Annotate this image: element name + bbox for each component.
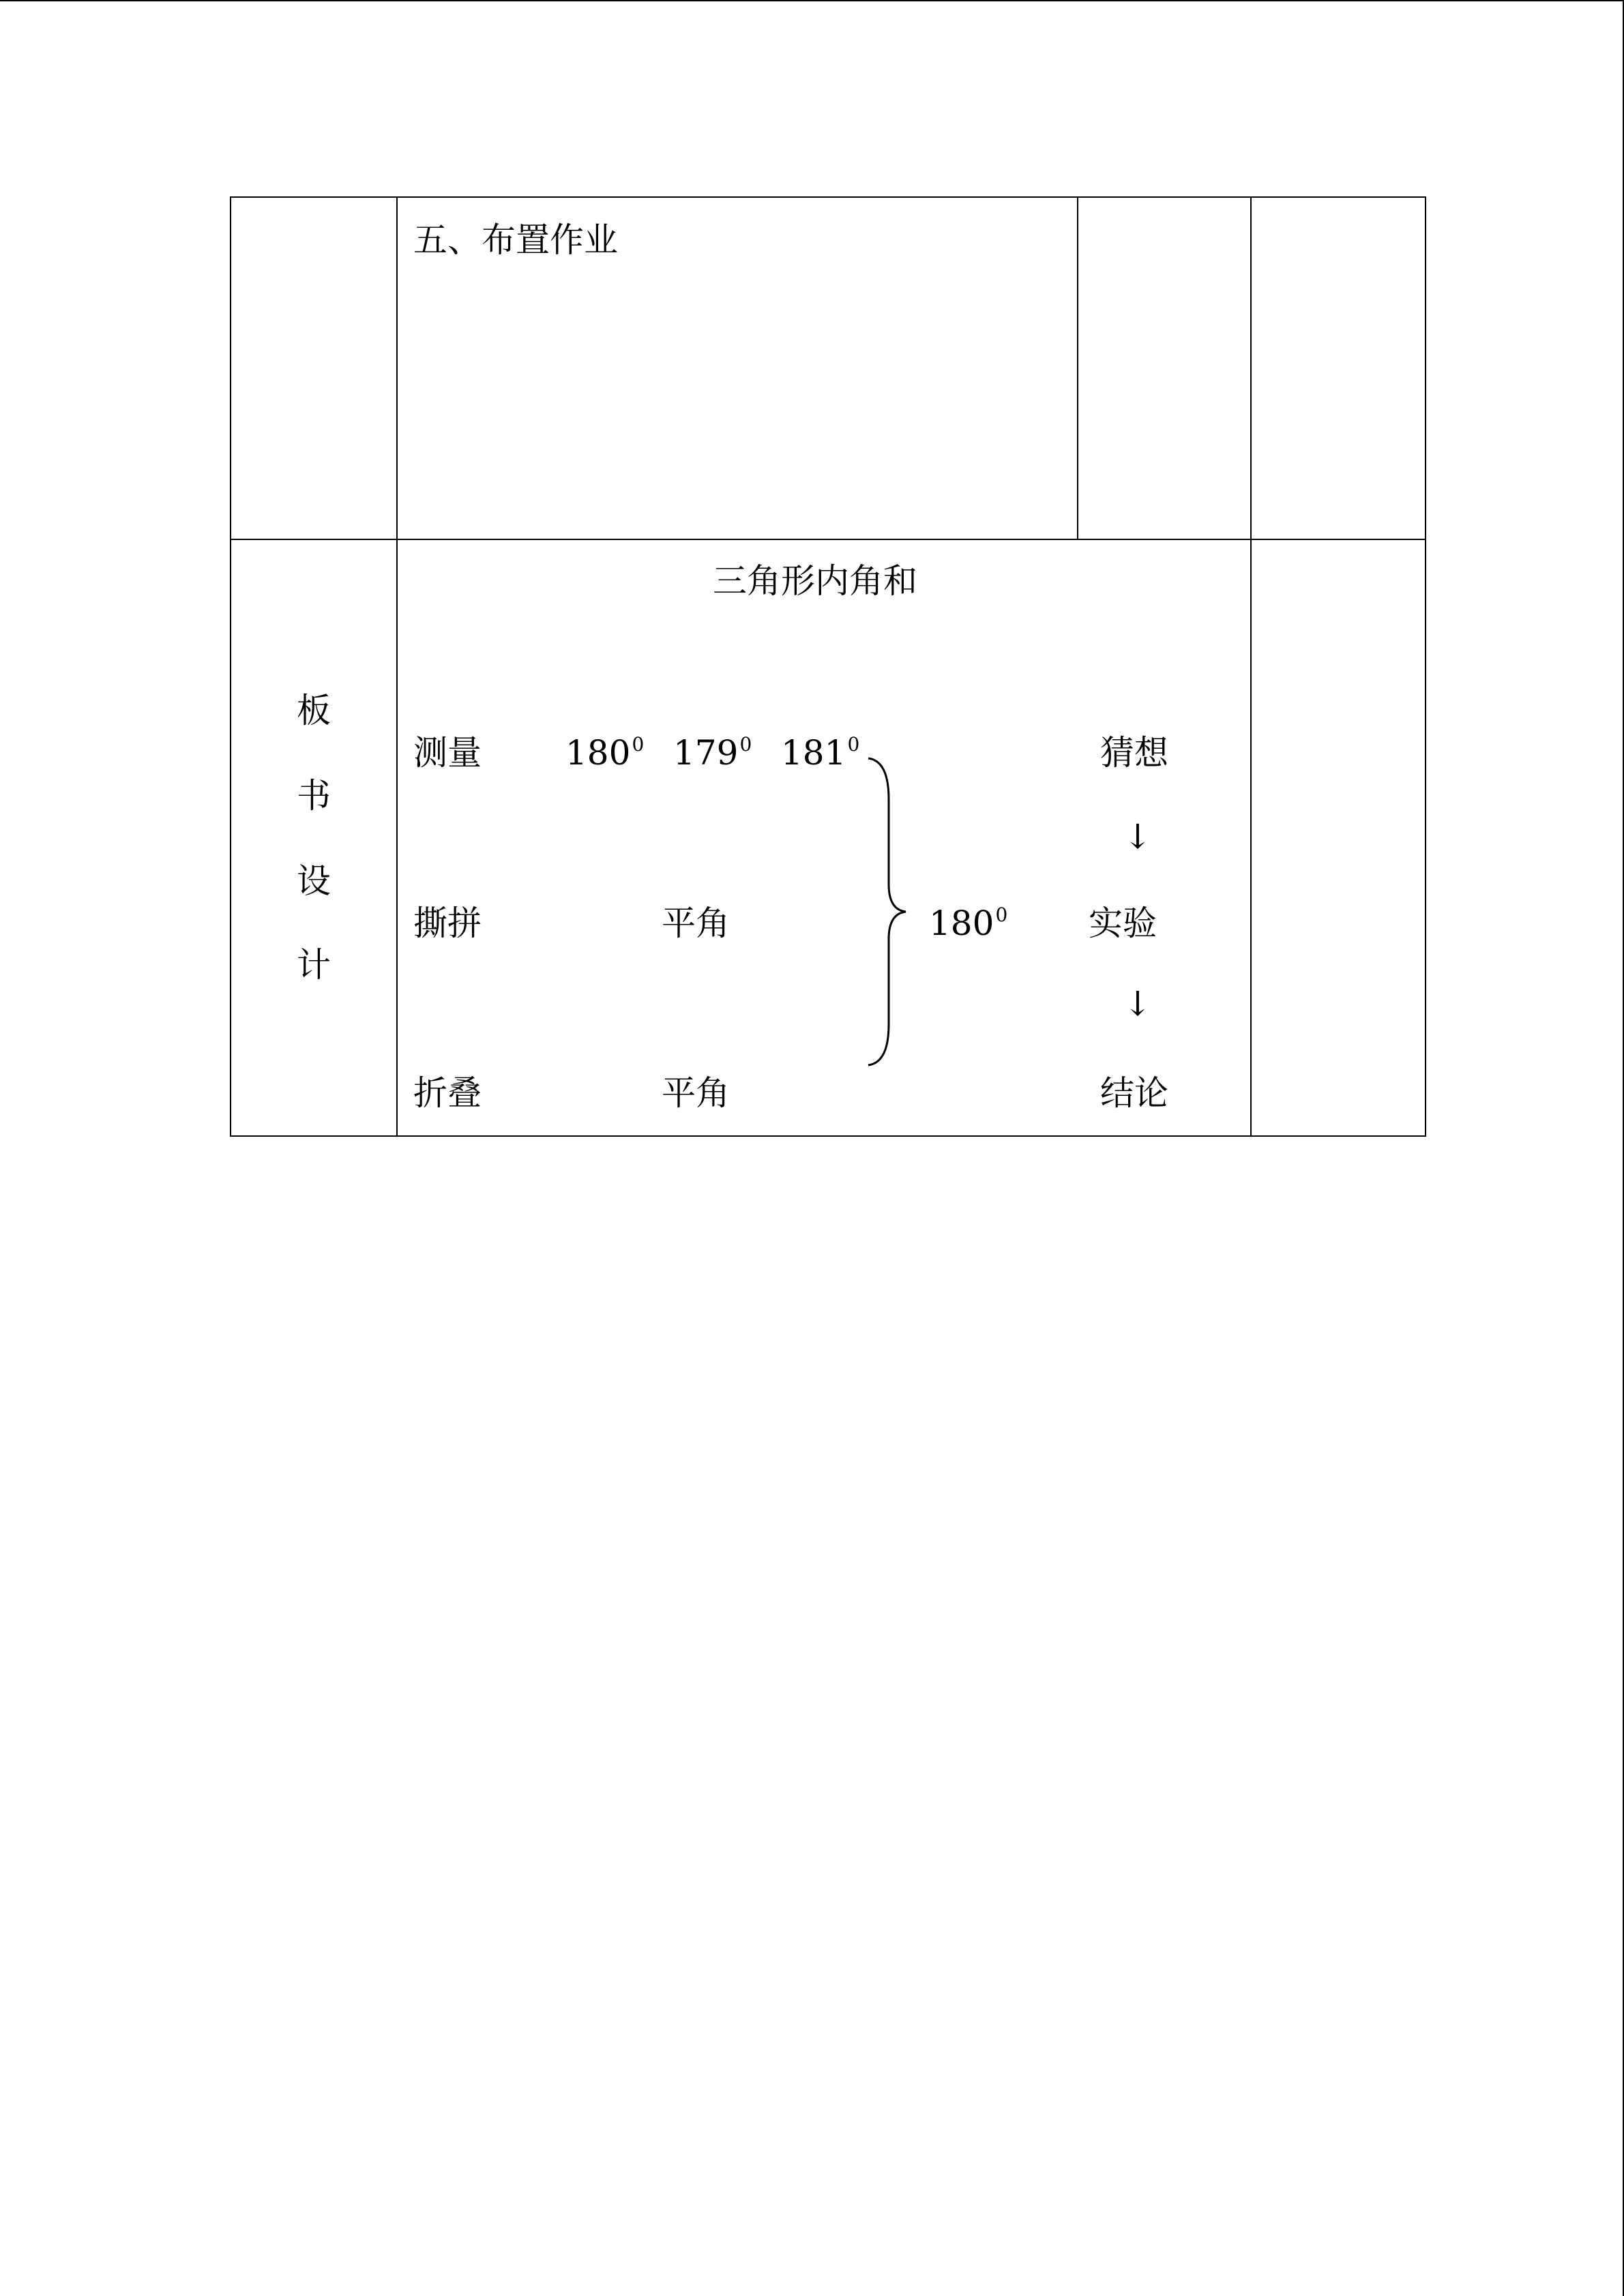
board-design-content-cell <box>396 539 1252 1137</box>
row1-label-cell <box>230 196 398 540</box>
method-fold: 折叠 <box>413 1073 482 1113</box>
board-label-char-2: 书 <box>297 776 331 816</box>
flow-conclusion: 结论 <box>1100 1073 1168 1113</box>
measurement-value-3: $181^0$ <box>781 733 860 773</box>
board-title: 三角形内角和 <box>713 561 917 601</box>
assignment-heading: 五、布置作业 <box>413 220 618 260</box>
conclusion-value: $180^0$ <box>929 904 1008 943</box>
flow-guess: 猜想 <box>1100 733 1168 773</box>
flow-experiment: 实验 <box>1089 904 1157 943</box>
method-measure: 测量 <box>413 733 482 773</box>
board-label-char-4: 计 <box>297 945 331 985</box>
board-label-char-1: 板 <box>297 691 331 730</box>
tear-piece-result: 平角 <box>662 904 730 943</box>
assignment-cell <box>396 196 1078 540</box>
measurement-value-2: $179^0$ <box>673 733 752 773</box>
curly-brace <box>868 758 909 1065</box>
board-label-char-3: 设 <box>297 861 331 901</box>
page-top-border <box>0 0 1624 1</box>
method-tear-piece: 撕拼 <box>413 904 482 943</box>
fold-result: 平角 <box>662 1073 730 1113</box>
flow-arrow-1: ↓ <box>1123 817 1152 856</box>
row1-time-cell <box>1077 196 1252 540</box>
board-design-label-cell <box>230 539 398 1137</box>
row1-note-cell <box>1250 196 1426 540</box>
row2-note-cell <box>1250 539 1426 1137</box>
flow-arrow-2: ↓ <box>1123 984 1152 1024</box>
measurement-value-1: $180^0$ <box>565 733 645 773</box>
